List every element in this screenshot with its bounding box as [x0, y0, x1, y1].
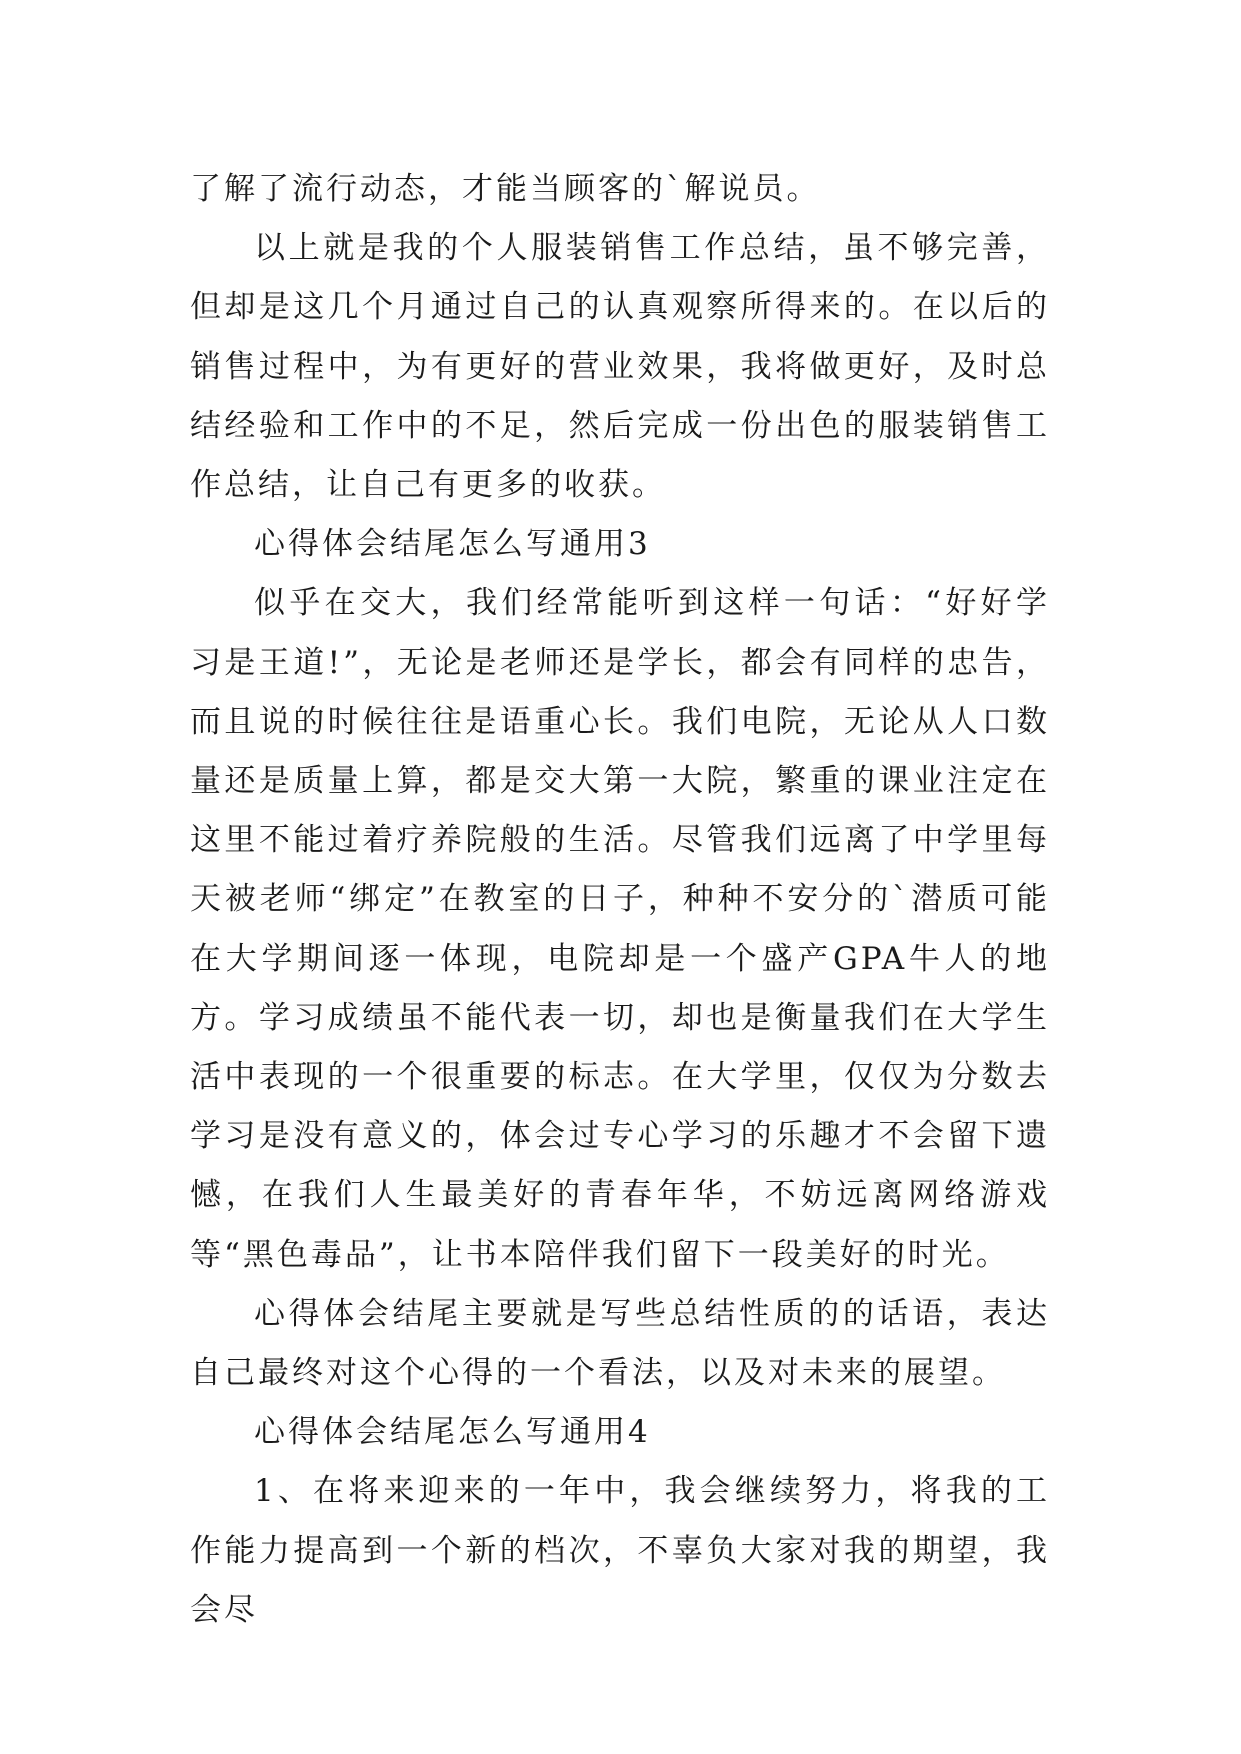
paragraph-continuation: 了解了流行动态，才能当顾客的`解说员。 [190, 171, 821, 207]
document-body [190, 160, 1050, 1640]
section-heading-4: 心得体会结尾怎么写通用4 [254, 1414, 651, 1451]
section-heading-3: 心得体会结尾怎么写通用3 [254, 526, 651, 563]
paragraph-summary: 以上就是我的个人服装销售工作总结，虽不够完善，但却是这几个月通过自己的认真观察所得来的。在以后的销售过程中，为有更好的营业效果，我将做更好，及时总结经验和工作中的不足，然后完成一份出色的服装销售工作总结，让自己有更多的收获。 [190, 230, 1050, 504]
paragraph-numbered-item: 1、在将来迎来的一年中，我会继续努力，将我的工作能力提高到一个新的档次，不辜负大家对我的期望，我会尽 [190, 1473, 1050, 1628]
paragraph-study: 似乎在交大，我们经常能听到这样一句话：“好好学习是王道!”，无论是老师还是学长，都会有同样的忠告，而且说的时候往往是语重心长。我们电院，无论从人口数量还是质量上算，都是交大第一大院，繁重的课业注定在这里不能过着疗养院般的生活。尽管我们远离了中学里每天被老师“绑定”在教室的日子，种种不安分的`潜质可能在大学期间逐一体现，电院却是一个盛产GPA牛人的地方。学习成绩虽不能代表一切，却也是衡量我们在大学生活中表现的一个很重要的标志。在大学里，仅仅为分数去学习是没有意义的，体会过专心学习的乐趣才不会留下遗憾，在我们人生最美好的青春年华，不妨远离网络游戏等“黑色毒品”，让书本陪伴我们留下一段美好的时光。 [190, 585, 1050, 1273]
paragraph-conclusion-tip: 心得体会结尾主要就是写些总结性质的的话语，表达自己最终对这个心得的一个看法，以及对未来的展望。 [190, 1295, 1050, 1392]
